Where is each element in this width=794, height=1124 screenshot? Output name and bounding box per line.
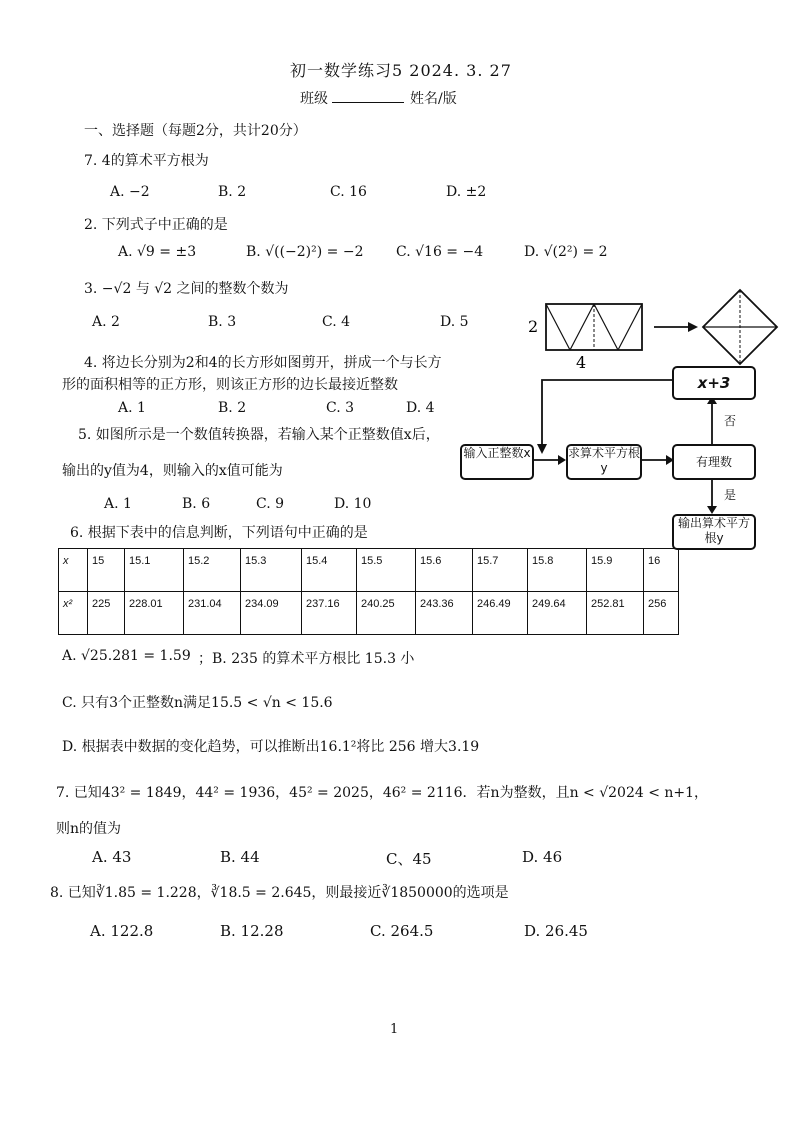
q3-option-d[interactable]: D. 5: [440, 314, 469, 330]
table-cell: 252.81: [587, 592, 644, 635]
q8-option-b[interactable]: B. 12.28: [220, 922, 284, 940]
flow-box-output: 输出算术平方根y: [672, 514, 756, 550]
q5-option-a[interactable]: A. 1: [104, 496, 132, 512]
q2-option-c[interactable]: C. √16 = −4: [396, 244, 484, 260]
table-cell: 15.1: [125, 549, 184, 592]
q5-stem-line2: 输出的y值为4，则输入的x值可能为: [62, 463, 283, 479]
q4-stem-line1: 4. 将边长分别为2和4的长方形如图剪开，拼成一个与长方: [84, 355, 442, 371]
class-label: 班级: [300, 91, 328, 107]
side-label-4: 4: [576, 353, 587, 372]
page-number: 1: [390, 1022, 399, 1037]
q1-option-d[interactable]: D. ±2: [446, 184, 487, 200]
flow-label-no: 否: [724, 414, 737, 428]
table-cell: 234.09: [241, 592, 302, 635]
flow-box-x-plus-3: x+3: [672, 366, 756, 400]
table-cell: 231.04: [184, 592, 241, 635]
q2-option-a[interactable]: A. √9 = ±3: [118, 244, 197, 260]
q6-option-c[interactable]: C. 只有3个正整数n满足15.5 < √n < 15.6: [62, 695, 333, 711]
q6-option-a[interactable]: A. √25.281 = 1.59: [62, 648, 191, 664]
q4-option-d[interactable]: D. 4: [406, 400, 435, 416]
q4-stem-line2: 形的面积相等的正方形，则该正方形的边长最接近整数: [62, 377, 398, 393]
q5-stem-line1: 5. 如图所示是一个数值转换器，若输入某个正整数值x后，: [78, 427, 440, 443]
q3-option-c[interactable]: C. 4: [322, 314, 351, 330]
q2-option-d[interactable]: D. √(2²) = 2: [524, 244, 608, 260]
table-cell: 225: [88, 592, 125, 635]
table-cell: 16: [644, 549, 679, 592]
q4-option-b[interactable]: B. 2: [218, 400, 247, 416]
q5-option-d[interactable]: D. 10: [334, 496, 372, 512]
q6-option-b[interactable]: ；B. 235 的算术平方根比 15.3 小: [198, 651, 415, 667]
q1-option-c[interactable]: C. 16: [330, 184, 367, 200]
table-cell: 15.2: [184, 549, 241, 592]
table-cell: 15.6: [416, 549, 473, 592]
q8-option-d[interactable]: D. 26.45: [524, 922, 588, 940]
q4-option-a[interactable]: A. 1: [118, 400, 146, 416]
q8-stem: 8. 已知∛1.85 = 1.228，∛18.5 = 2.645，则最接近∛1850000的选项是: [50, 885, 509, 901]
table-cell: 15: [88, 549, 125, 592]
table-cell: 15.9: [587, 549, 644, 592]
class-field[interactable]: [300, 88, 404, 108]
q8-option-a[interactable]: A. 122.8: [90, 922, 154, 940]
table-cell: 240.25: [357, 592, 416, 635]
table-header-x: x: [59, 549, 88, 592]
q8-option-c[interactable]: C. 264.5: [370, 922, 434, 940]
q5-option-b[interactable]: B. 6: [182, 496, 211, 512]
q1-option-b[interactable]: B. 2: [218, 184, 247, 200]
side-label-2: 2: [528, 317, 539, 336]
table-cell: 249.64: [528, 592, 587, 635]
section-heading: 一、选择题（每题2分，共计20分）: [84, 123, 307, 139]
q7-option-b[interactable]: B. 44: [220, 848, 260, 866]
flow-box-input: 输入正整数x: [460, 444, 534, 480]
q1-option-a[interactable]: A. −2: [110, 184, 150, 200]
table-cell: 15.3: [241, 549, 302, 592]
q2-stem: 2. 下列式子中正确的是: [84, 217, 228, 233]
q7-option-a[interactable]: A. 43: [92, 848, 132, 866]
table-header-x2: x²: [59, 592, 88, 635]
q3-option-b[interactable]: B. 3: [208, 314, 237, 330]
q4-option-c[interactable]: C. 3: [326, 400, 355, 416]
table-cell: 228.01: [125, 592, 184, 635]
flow-box-sqrt: 求算术平方根y: [566, 444, 642, 480]
table-row-x2: [59, 592, 679, 635]
table-cell: 15.4: [302, 549, 357, 592]
q6-option-d[interactable]: D. 根据表中数据的变化趋势，可以推断出16.1²将比 256 增大3.19: [62, 739, 480, 755]
q7-stem: 7. 已知43² = 1849，44² = 1936，45² = 2025，46² = 2116．若n为整数，且n < √2024 < n+1，: [56, 785, 709, 801]
q3-stem: 3. −√2 与 √2 之间的整数个数为: [84, 281, 289, 297]
q6-table: [58, 548, 679, 635]
q7-stem-2: 则n的值为: [56, 821, 122, 837]
flow-box-rational: 有理数: [672, 444, 756, 480]
table-cell: 243.36: [416, 592, 473, 635]
table-cell: 237.16: [302, 592, 357, 635]
q5-option-c[interactable]: C. 9: [256, 496, 285, 512]
q7-option-d[interactable]: D. 46: [522, 848, 563, 866]
name-label: 姓名/版: [410, 91, 457, 107]
q7-option-c[interactable]: C、45: [386, 850, 432, 868]
q2-option-b[interactable]: B. √((−2)²) = −2: [246, 244, 364, 260]
q6-stem: 6. 根据下表中的信息判断，下列语句中正确的是: [70, 525, 368, 541]
table-row-x: [59, 549, 679, 592]
table-cell: 15.5: [357, 549, 416, 592]
table-cell: 15.7: [473, 549, 528, 592]
flow-label-yes: 是: [724, 488, 737, 502]
table-cell: 256: [644, 592, 679, 635]
q1-stem: 7. 4的算术平方根为: [84, 153, 209, 169]
table-cell: 246.49: [473, 592, 528, 635]
table-cell: 15.8: [528, 549, 587, 592]
q3-option-a[interactable]: A. 2: [92, 314, 120, 330]
page-title: 初一数学练习5 2024. 3. 27: [290, 61, 512, 80]
